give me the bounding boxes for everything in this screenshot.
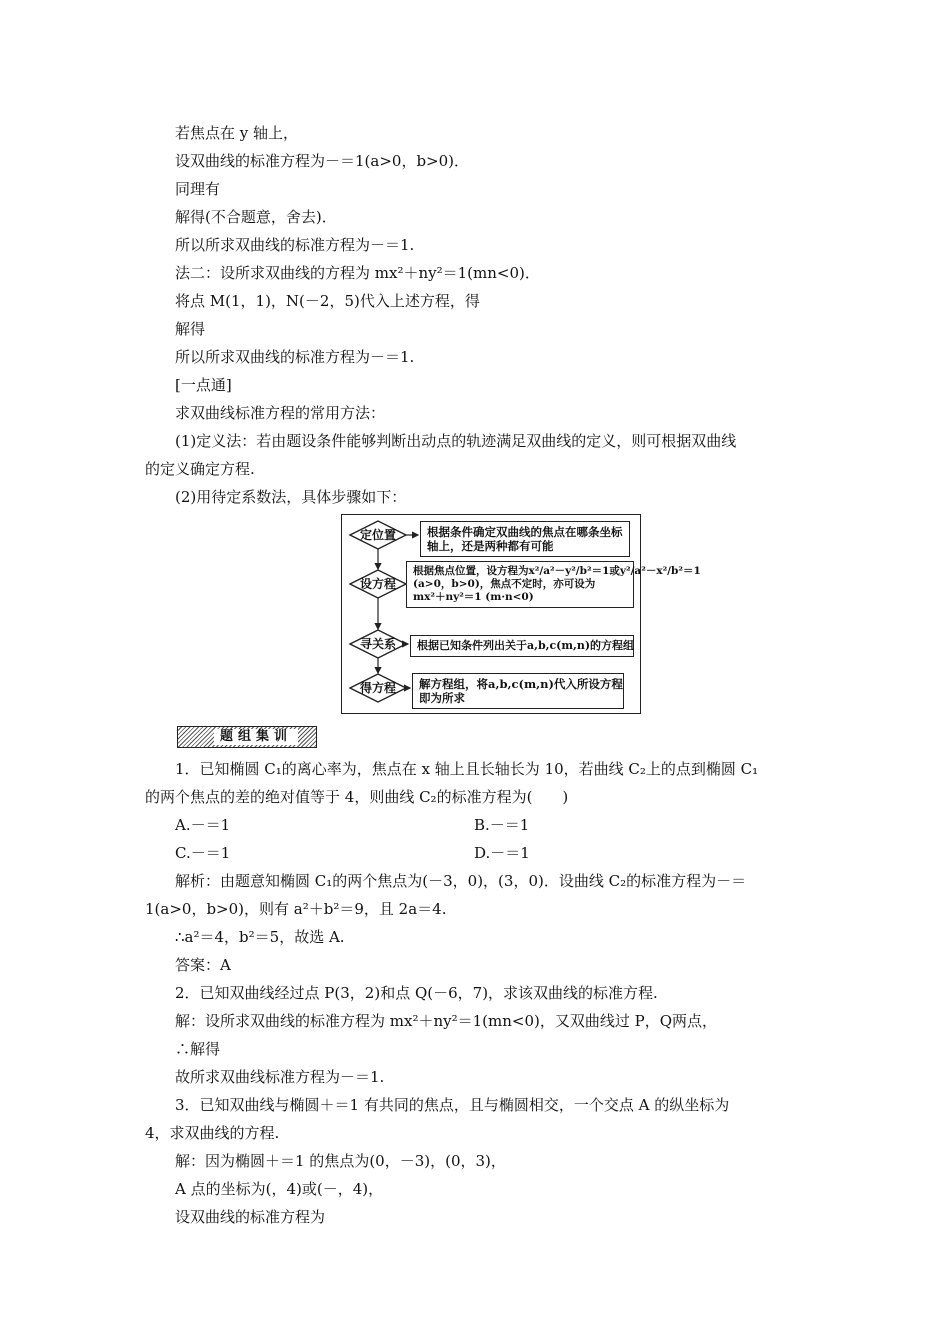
step-text: (a>0，b>0)，焦点不定时，亦可设为	[413, 578, 596, 590]
q1-option-b: B.－＝1	[474, 816, 530, 834]
step-text: mx²＋ny²＝1 (m·n<0)	[413, 591, 534, 603]
text-line: [一点通]	[175, 376, 232, 394]
step-box-3	[410, 635, 634, 657]
text-line: 求双曲线标准方程的常用方法：	[175, 404, 386, 422]
step-text: 轴上，还是两种都有可能	[427, 539, 554, 553]
step-box-1	[420, 521, 630, 557]
q1-option-d: D.－＝1	[474, 844, 530, 862]
q2-stem: 2．已知双曲线经过点 P(3，2)和点 Q(－6，7)，求该双曲线的标准方程.	[175, 984, 658, 1002]
section-banner	[177, 726, 317, 748]
text-line: 法二：设所求双曲线的方程为 mx²＋ny²＝1(mn<0)．	[175, 264, 540, 282]
q3-solution: A 点的坐标为(，4)或(－，4)，	[175, 1180, 384, 1198]
q3-stem: 3．已知双曲线与椭圆＋＝1 有共同的焦点，且与椭圆相交，一个交点 A 的纵坐标为	[175, 1096, 730, 1114]
text-line: 所以所求双曲线的标准方程为－＝1.	[175, 236, 415, 254]
step-label-4: 得方程	[359, 681, 396, 695]
q2-solution: ∴解得	[175, 1040, 221, 1058]
step-text: 根据焦点位置，设方程为x²/a²－y²/b²＝1或y²/a²－x²/b²＝1	[413, 565, 701, 577]
text-line: 的定义确定方程.	[145, 460, 255, 478]
text-line: 同理有	[175, 180, 221, 198]
step-text: 根据条件确定双曲线的焦点在哪条坐标	[427, 525, 623, 539]
text-line: 设双曲线的标准方程为－＝1(a>0，b>0)．	[175, 152, 470, 170]
step-box-2	[406, 561, 701, 608]
step-label-3: 寻关系	[359, 637, 396, 651]
text-line: (2)用待定系数法，具体步骤如下：	[175, 488, 407, 506]
text-line: 若焦点在 y 轴上，	[175, 124, 299, 142]
q3-solution: 解：因为椭圆＋＝1 的焦点为(0，－3)，(0，3)，	[175, 1152, 506, 1170]
step-box-4	[412, 673, 624, 709]
text-line: 解得(不合题意，舍去)．	[175, 208, 337, 226]
q1-option-a: A.－＝1	[175, 816, 231, 834]
step-label-2: 设方程	[359, 577, 396, 591]
q1-option-c: C.－＝1	[175, 844, 231, 862]
q1-solution: 1(a>0，b>0)，则有 a²＋b²＝9，且 2a＝4.	[145, 900, 447, 918]
q2-solution: 故所求双曲线标准方程为－＝1.	[175, 1068, 385, 1086]
step-label-1: 定位置	[359, 528, 396, 542]
text-line: 解得	[175, 320, 206, 338]
step-text: 根据已知条件列出关于a,b,c(m,n)的方程组	[417, 639, 635, 652]
method-flowchart	[341, 514, 701, 714]
step-text: 解方程组，将a,b,c(m,n)代入所设方程	[419, 677, 623, 691]
q1-solution: 解析：由题意知椭圆 C₁的两个焦点为(－3，0)，(3，0)．设曲线 C₂的标准方程为－＝	[175, 872, 747, 890]
q1-stem: 的两个焦点的差的绝对值等于 4，则曲线 C₂的标准方程为( )	[145, 788, 569, 806]
q2-solution: 解：设所求双曲线的标准方程为 mx²＋ny²＝1(mn<0)，又双曲线过 P，Q两点，	[175, 1012, 718, 1030]
text-line: (1)定义法：若由题设条件能够判断出动点的轨迹满足双曲线的定义，则可根据双曲线	[175, 432, 737, 450]
text-line: 将点 M(1，1)，N(－2，5)代入上述方程，得	[175, 292, 480, 310]
q1-stem: 1．已知椭圆 C₁的离心率为，焦点在 x 轴上且长轴长为 10，若曲线 C₂上的点到椭圆 C₁	[175, 760, 759, 778]
q3-stem: 4，求双曲线的方程.	[145, 1124, 280, 1142]
banner-title: 题组集训	[214, 729, 298, 745]
q1-solution: ∴a²＝4，b²＝5，故选 A.	[175, 928, 345, 946]
text-line: 所以所求双曲线的标准方程为－＝1.	[175, 348, 415, 366]
q1-answer: 答案：A	[175, 956, 231, 974]
q3-solution: 设双曲线的标准方程为	[175, 1208, 326, 1226]
step-text: 即为所求	[419, 691, 465, 705]
